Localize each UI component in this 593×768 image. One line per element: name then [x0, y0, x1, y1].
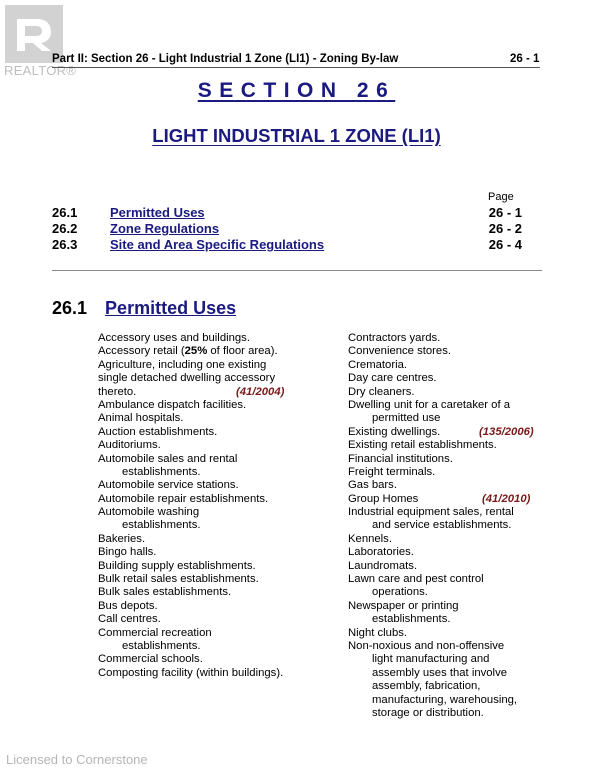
list-item: Building supply establishments.	[98, 559, 256, 572]
list-item	[348, 426, 548, 439]
list-item	[98, 345, 308, 358]
list-item: operations.	[372, 586, 428, 599]
amendment-reference: (41/2004)	[236, 385, 285, 398]
list-item: storage or distribution.	[372, 706, 484, 719]
toc-number: 26.3	[52, 237, 78, 252]
list-item: Dry cleaners.	[348, 385, 415, 398]
list-item: establishments.	[122, 465, 201, 478]
list-item: Existing retail establishments.	[348, 439, 497, 452]
list-item-bold: 25%	[184, 345, 208, 358]
list-item: establishments.	[122, 519, 201, 532]
list-item: assembly uses that involve	[372, 666, 507, 679]
header-divider	[52, 67, 540, 68]
list-item: Industrial equipment sales, rental	[348, 506, 514, 519]
list-item: Laundromats.	[348, 559, 418, 572]
toc-page: 26 - 2	[488, 221, 522, 236]
list-item: Newspaper or printing	[348, 599, 459, 612]
list-item: Bulk retail sales establishments.	[98, 573, 259, 586]
list-item: and service establishments.	[372, 519, 512, 532]
list-item: permitted use	[372, 412, 441, 425]
list-item: light manufacturing and	[372, 653, 490, 666]
list-item: Commercial schools.	[98, 653, 203, 666]
toc-link-permitted-uses[interactable]: Permitted Uses	[110, 205, 205, 220]
list-item: Commercial recreation	[98, 626, 212, 639]
list-item: Convenience stores.	[348, 345, 451, 358]
list-item: Bingo halls.	[98, 546, 157, 559]
toc-link-site-regulations[interactable]: Site and Area Specific Regulations	[110, 237, 325, 252]
list-item: Lawn care and pest control	[348, 573, 484, 586]
list-item	[98, 386, 308, 399]
list-item: Auditoriums.	[98, 439, 161, 452]
section-divider	[52, 270, 542, 271]
list-item: establishments.	[372, 613, 451, 626]
license-watermark: Licensed to Cornerstone	[6, 752, 148, 767]
list-item: Bulk sales establishments.	[98, 586, 232, 599]
toc-page: 26 - 4	[488, 237, 522, 252]
list-item-text: Group Homes	[348, 492, 419, 505]
list-item-text: Existing dwellings.	[348, 425, 441, 438]
toc-row	[52, 205, 522, 221]
zone-title	[0, 125, 593, 147]
toc-number: 26.2	[52, 221, 78, 236]
list-item: Agriculture, including one existing	[98, 358, 267, 371]
list-item: Composting facility (within buildings).	[98, 666, 284, 679]
zone-title-text: LIGHT INDUSTRIAL 1 ZONE (LI1)	[152, 125, 441, 146]
list-item: Accessory uses and buildings.	[98, 332, 250, 344]
section-title-text: SECTION 26	[197, 79, 396, 102]
list-item: establishments.	[122, 639, 201, 652]
list-item: Ambulance dispatch facilities.	[98, 398, 247, 411]
section-title	[0, 79, 593, 103]
permitted-uses-left-column	[98, 332, 308, 680]
list-item: single detached dwelling accessory	[98, 372, 276, 385]
header-page-number: 26 - 1	[510, 53, 540, 65]
list-item: Bakeries.	[98, 532, 146, 545]
permitted-uses-heading	[52, 298, 236, 319]
list-item: Kennels.	[348, 532, 392, 545]
list-item: Non-noxious and non-offensive	[348, 639, 505, 652]
amendment-reference: (41/2010)	[482, 492, 531, 505]
running-header: Part II: Section 26 - Light Industrial 1 Zone (LI1) - Zoning By-law	[52, 53, 399, 65]
heading-number: 26.1	[52, 298, 88, 318]
list-item-text: Accessory retail (	[98, 345, 185, 358]
list-item	[348, 493, 548, 506]
list-item: Day care centres.	[348, 372, 437, 385]
list-item: Animal hospitals.	[98, 412, 184, 425]
list-item: Automobile service stations.	[98, 479, 239, 492]
list-item: Freight terminals.	[348, 465, 436, 478]
list-item: Automobile sales and rental	[98, 452, 238, 465]
list-item: Contractors yards.	[348, 332, 441, 344]
list-item-text: thereto.	[98, 385, 137, 398]
list-item: Automobile washing	[98, 506, 200, 519]
list-item: assembly, fabrication,	[372, 680, 481, 693]
toc-page-label: Page	[488, 191, 514, 203]
list-item: Crematoria.	[348, 358, 408, 371]
toc-number: 26.1	[52, 205, 78, 220]
list-item: Bus depots.	[98, 599, 158, 612]
list-item-text: of floor area).	[207, 345, 278, 358]
list-item: Gas bars.	[348, 479, 397, 492]
toc-row	[52, 221, 522, 237]
list-item: Call centres.	[98, 613, 161, 626]
list-item: Night clubs.	[348, 626, 408, 639]
permitted-uses-right-column	[348, 332, 548, 720]
list-item: Dwelling unit for a caretaker of a	[348, 398, 511, 411]
list-item: Laboratories.	[348, 546, 414, 559]
amendment-reference: (135/2006)	[479, 425, 534, 438]
toc-page: 26 - 1	[488, 205, 522, 220]
toc-row	[52, 237, 522, 253]
list-item: Automobile repair establishments.	[98, 492, 269, 505]
list-item: Financial institutions.	[348, 452, 453, 465]
toc-link-zone-regulations[interactable]: Zone Regulations	[110, 221, 220, 236]
heading-title: Permitted Uses	[105, 298, 237, 318]
realtor-watermark-text: REALTOR®	[4, 63, 77, 78]
list-item: Auction establishments.	[98, 425, 218, 438]
list-item: manufacturing, warehousing,	[372, 693, 518, 706]
